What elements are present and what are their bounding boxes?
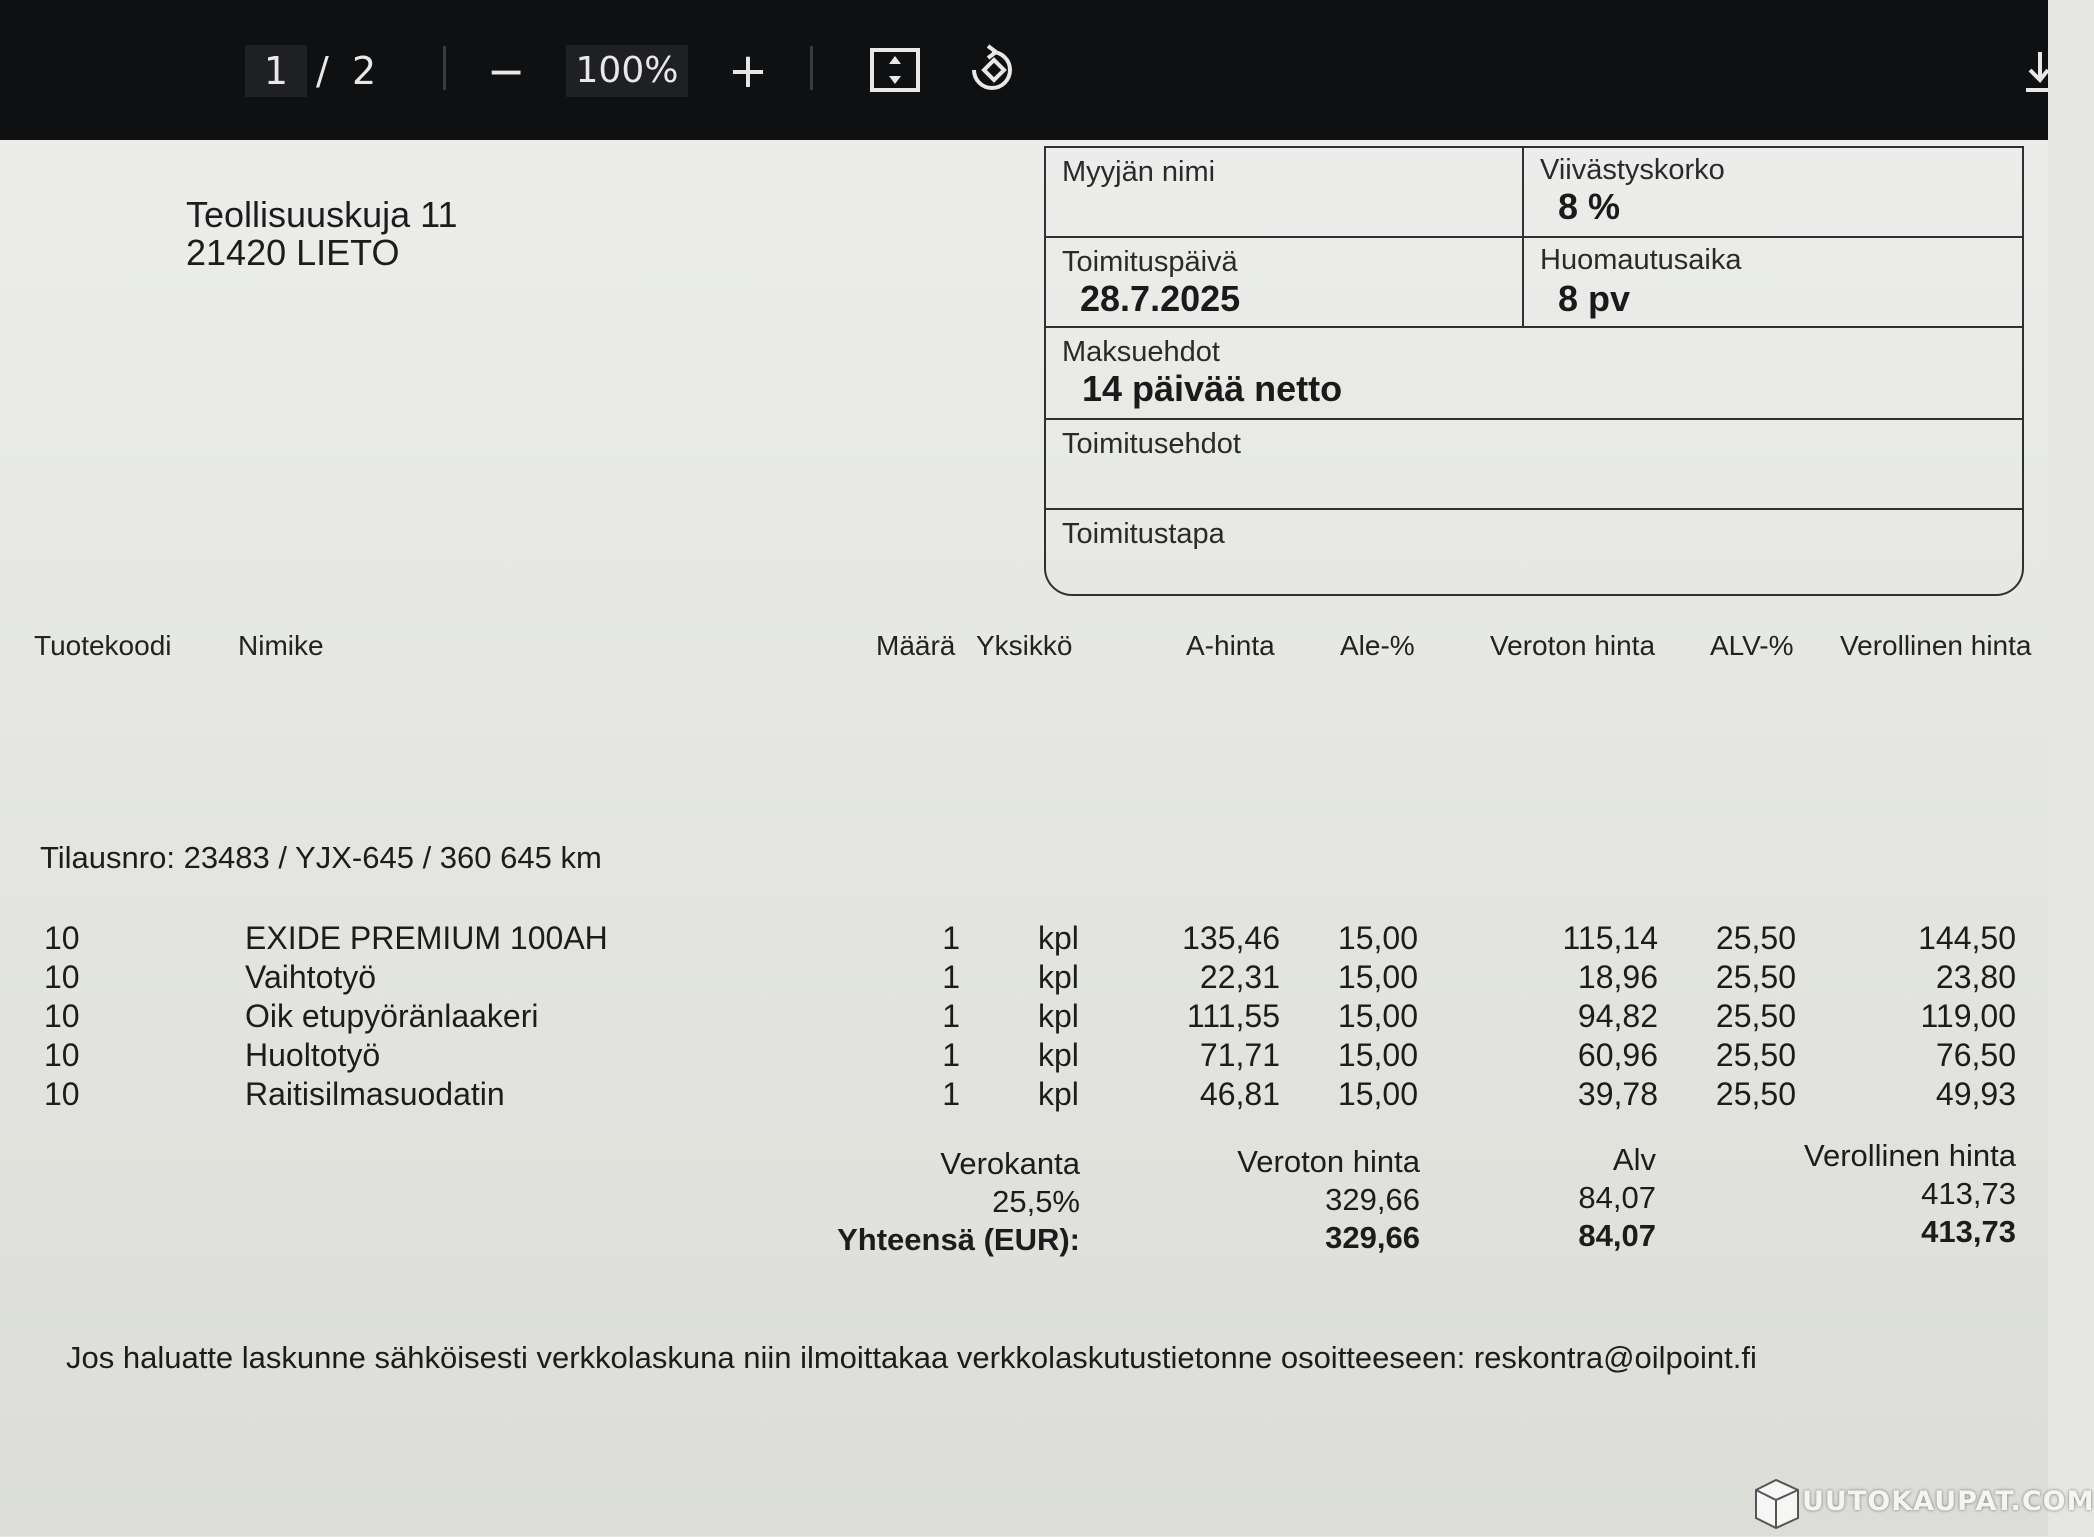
row-gross-price: 119,00: [1920, 998, 2016, 1034]
row-discount: 15,00: [1337, 998, 1418, 1034]
summary-total-net: 329,66: [1325, 1220, 1420, 1255]
header-code: Tuotekoodi: [34, 630, 172, 661]
summary-tax-rate-label: Verokanta: [940, 1146, 1080, 1181]
download-icon[interactable]: [2020, 50, 2048, 96]
zoom-out-button[interactable]: −: [486, 44, 526, 98]
row-unit-price: 111,55: [1186, 998, 1280, 1034]
header-unit-price: A-hinta: [1186, 630, 1275, 661]
late-interest-label: Viivästyskorko: [1540, 154, 1725, 186]
row-unit-price: 22,31: [1199, 959, 1280, 995]
row-name: Huoltotyö: [245, 1037, 381, 1073]
row-name: EXIDE PREMIUM 100AH: [245, 920, 608, 956]
row-net-price: 18,96: [1577, 959, 1658, 995]
late-interest-value: 8 %: [1558, 186, 1621, 227]
row-name: Raitisilmasuodatin: [245, 1076, 505, 1112]
row-gross-price: 76,50: [1935, 1037, 2016, 1073]
summary-total-vat: 84,07: [1578, 1218, 1656, 1253]
row-gross-price: 49,93: [1935, 1076, 2016, 1112]
row-name: Vaihtotyö: [245, 959, 377, 995]
summary-tax-rate: 25,5%: [992, 1184, 1080, 1219]
sender-postal: 21420 LIETO: [186, 232, 400, 273]
info-box-divider: [1046, 508, 2022, 510]
summary-total-gross: 413,73: [1921, 1214, 2016, 1249]
table-row: [0, 959, 2048, 999]
watermark-text: UUTOKAUPAT.COM: [1802, 1486, 2094, 1517]
seller-label: Myyjän nimi: [1062, 156, 1216, 188]
summary-gross-label: Verollinen hinta: [1804, 1138, 2016, 1173]
total-pages: 2: [352, 49, 377, 93]
row-code: 10: [44, 998, 80, 1034]
row-unit: kpl: [1038, 1037, 1079, 1073]
summary-gross: 413,73: [1921, 1176, 2016, 1211]
row-vat-percent: 25,50: [1715, 1037, 1796, 1073]
row-qty: 1: [942, 1076, 960, 1112]
header-unit: Yksikkö: [976, 630, 1073, 661]
table-row: [0, 1037, 2048, 1077]
row-unit: kpl: [1038, 959, 1079, 995]
payment-terms-value: 14 päivää netto: [1082, 368, 1343, 409]
watermark: [1752, 1476, 2094, 1532]
row-qty: 1: [942, 1037, 960, 1073]
row-discount: 15,00: [1337, 1037, 1418, 1073]
row-discount: 15,00: [1337, 1076, 1418, 1112]
row-code: 10: [44, 959, 80, 995]
sender-address: [186, 196, 458, 272]
header-vat-percent: ALV-%: [1710, 630, 1794, 661]
row-qty: 1: [942, 920, 960, 956]
row-code: 10: [44, 1076, 80, 1112]
current-page-input[interactable]: 1: [245, 45, 307, 97]
row-net-price: 39,78: [1577, 1076, 1658, 1112]
info-box-divider: [1046, 418, 2022, 420]
row-discount: 15,00: [1337, 959, 1418, 995]
info-box-divider: [1522, 148, 1524, 328]
pdf-toolbar: [0, 0, 2048, 140]
row-vat-percent: 25,50: [1715, 1076, 1796, 1112]
row-unit-price: 46,81: [1199, 1076, 1280, 1112]
info-box-divider: [1046, 236, 2022, 238]
complaint-period-value: 8 pv: [1558, 278, 1631, 319]
rotate-icon[interactable]: [962, 40, 1022, 100]
table-row: [0, 920, 2048, 960]
payment-terms-label: Maksuehdot: [1062, 336, 1220, 368]
header-name: Nimike: [238, 630, 324, 661]
summary-vat: 84,07: [1578, 1180, 1656, 1215]
row-net-price: 94,82: [1577, 998, 1658, 1034]
page-separator: /: [316, 49, 329, 93]
row-unit: kpl: [1038, 920, 1079, 956]
row-name: Oik etupyöränlaakeri: [245, 998, 539, 1034]
row-vat-percent: 25,50: [1715, 959, 1796, 995]
invoice-info-box: [1044, 146, 2024, 596]
summary-total-label: Yhteensä (EUR):: [837, 1222, 1080, 1257]
zoom-level[interactable]: 100%: [566, 45, 688, 97]
summary-net-label: Veroton hinta: [1237, 1144, 1420, 1179]
order-info: Tilausnro: 23483 / YJX-645 / 360 645 km: [40, 840, 602, 875]
row-code: 10: [44, 920, 80, 956]
header-qty: Määrä: [876, 630, 956, 661]
row-unit: kpl: [1038, 998, 1079, 1034]
toolbar-divider: [443, 46, 446, 90]
row-code: 10: [44, 1037, 80, 1073]
row-unit-price: 135,46: [1182, 920, 1280, 956]
row-qty: 1: [942, 998, 960, 1034]
header-discount: Ale-%: [1340, 630, 1415, 661]
complaint-period-label: Huomautusaika: [1540, 244, 1742, 276]
header-gross-price: Verollinen hinta: [1840, 630, 2032, 661]
header-net-price: Veroton hinta: [1490, 630, 1656, 661]
row-gross-price: 144,50: [1918, 920, 2016, 956]
table-row: [0, 998, 2048, 1038]
summary-vat-label: Alv: [1612, 1142, 1656, 1177]
sender-street: Teollisuuskuja 11: [186, 194, 458, 235]
summary-net: 329,66: [1325, 1182, 1420, 1217]
row-qty: 1: [942, 959, 960, 995]
row-net-price: 60,96: [1577, 1037, 1658, 1073]
toolbar-divider: [810, 46, 813, 90]
row-net-price: 115,14: [1562, 920, 1658, 956]
row-vat-percent: 25,50: [1715, 920, 1796, 956]
delivery-method-label: Toimitustapa: [1062, 518, 1225, 550]
row-vat-percent: 25,50: [1715, 998, 1796, 1034]
row-unit-price: 71,71: [1199, 1037, 1280, 1073]
table-row: [0, 1076, 2048, 1116]
delivery-date-value: 28.7.2025: [1080, 278, 1241, 319]
delivery-terms-label: Toimitusehdot: [1062, 428, 1241, 460]
row-gross-price: 23,80: [1935, 959, 2016, 995]
row-discount: 15,00: [1337, 920, 1418, 956]
watermark-box-icon: [1752, 1476, 1802, 1532]
invoice-page: [0, 140, 2048, 1536]
delivery-date-label: Toimituspäivä: [1062, 246, 1238, 278]
row-unit: kpl: [1038, 1076, 1079, 1112]
zoom-in-button[interactable]: +: [727, 43, 769, 99]
footer-note: Jos haluatte laskunne sähköisesti verkkolaskuna niin ilmoittakaa verkkolaskutustietonne osoitteeseen: reskontra@oilpoint.fi: [66, 1340, 1757, 1375]
fit-page-icon[interactable]: [865, 40, 925, 100]
info-box-divider: [1046, 326, 2022, 328]
